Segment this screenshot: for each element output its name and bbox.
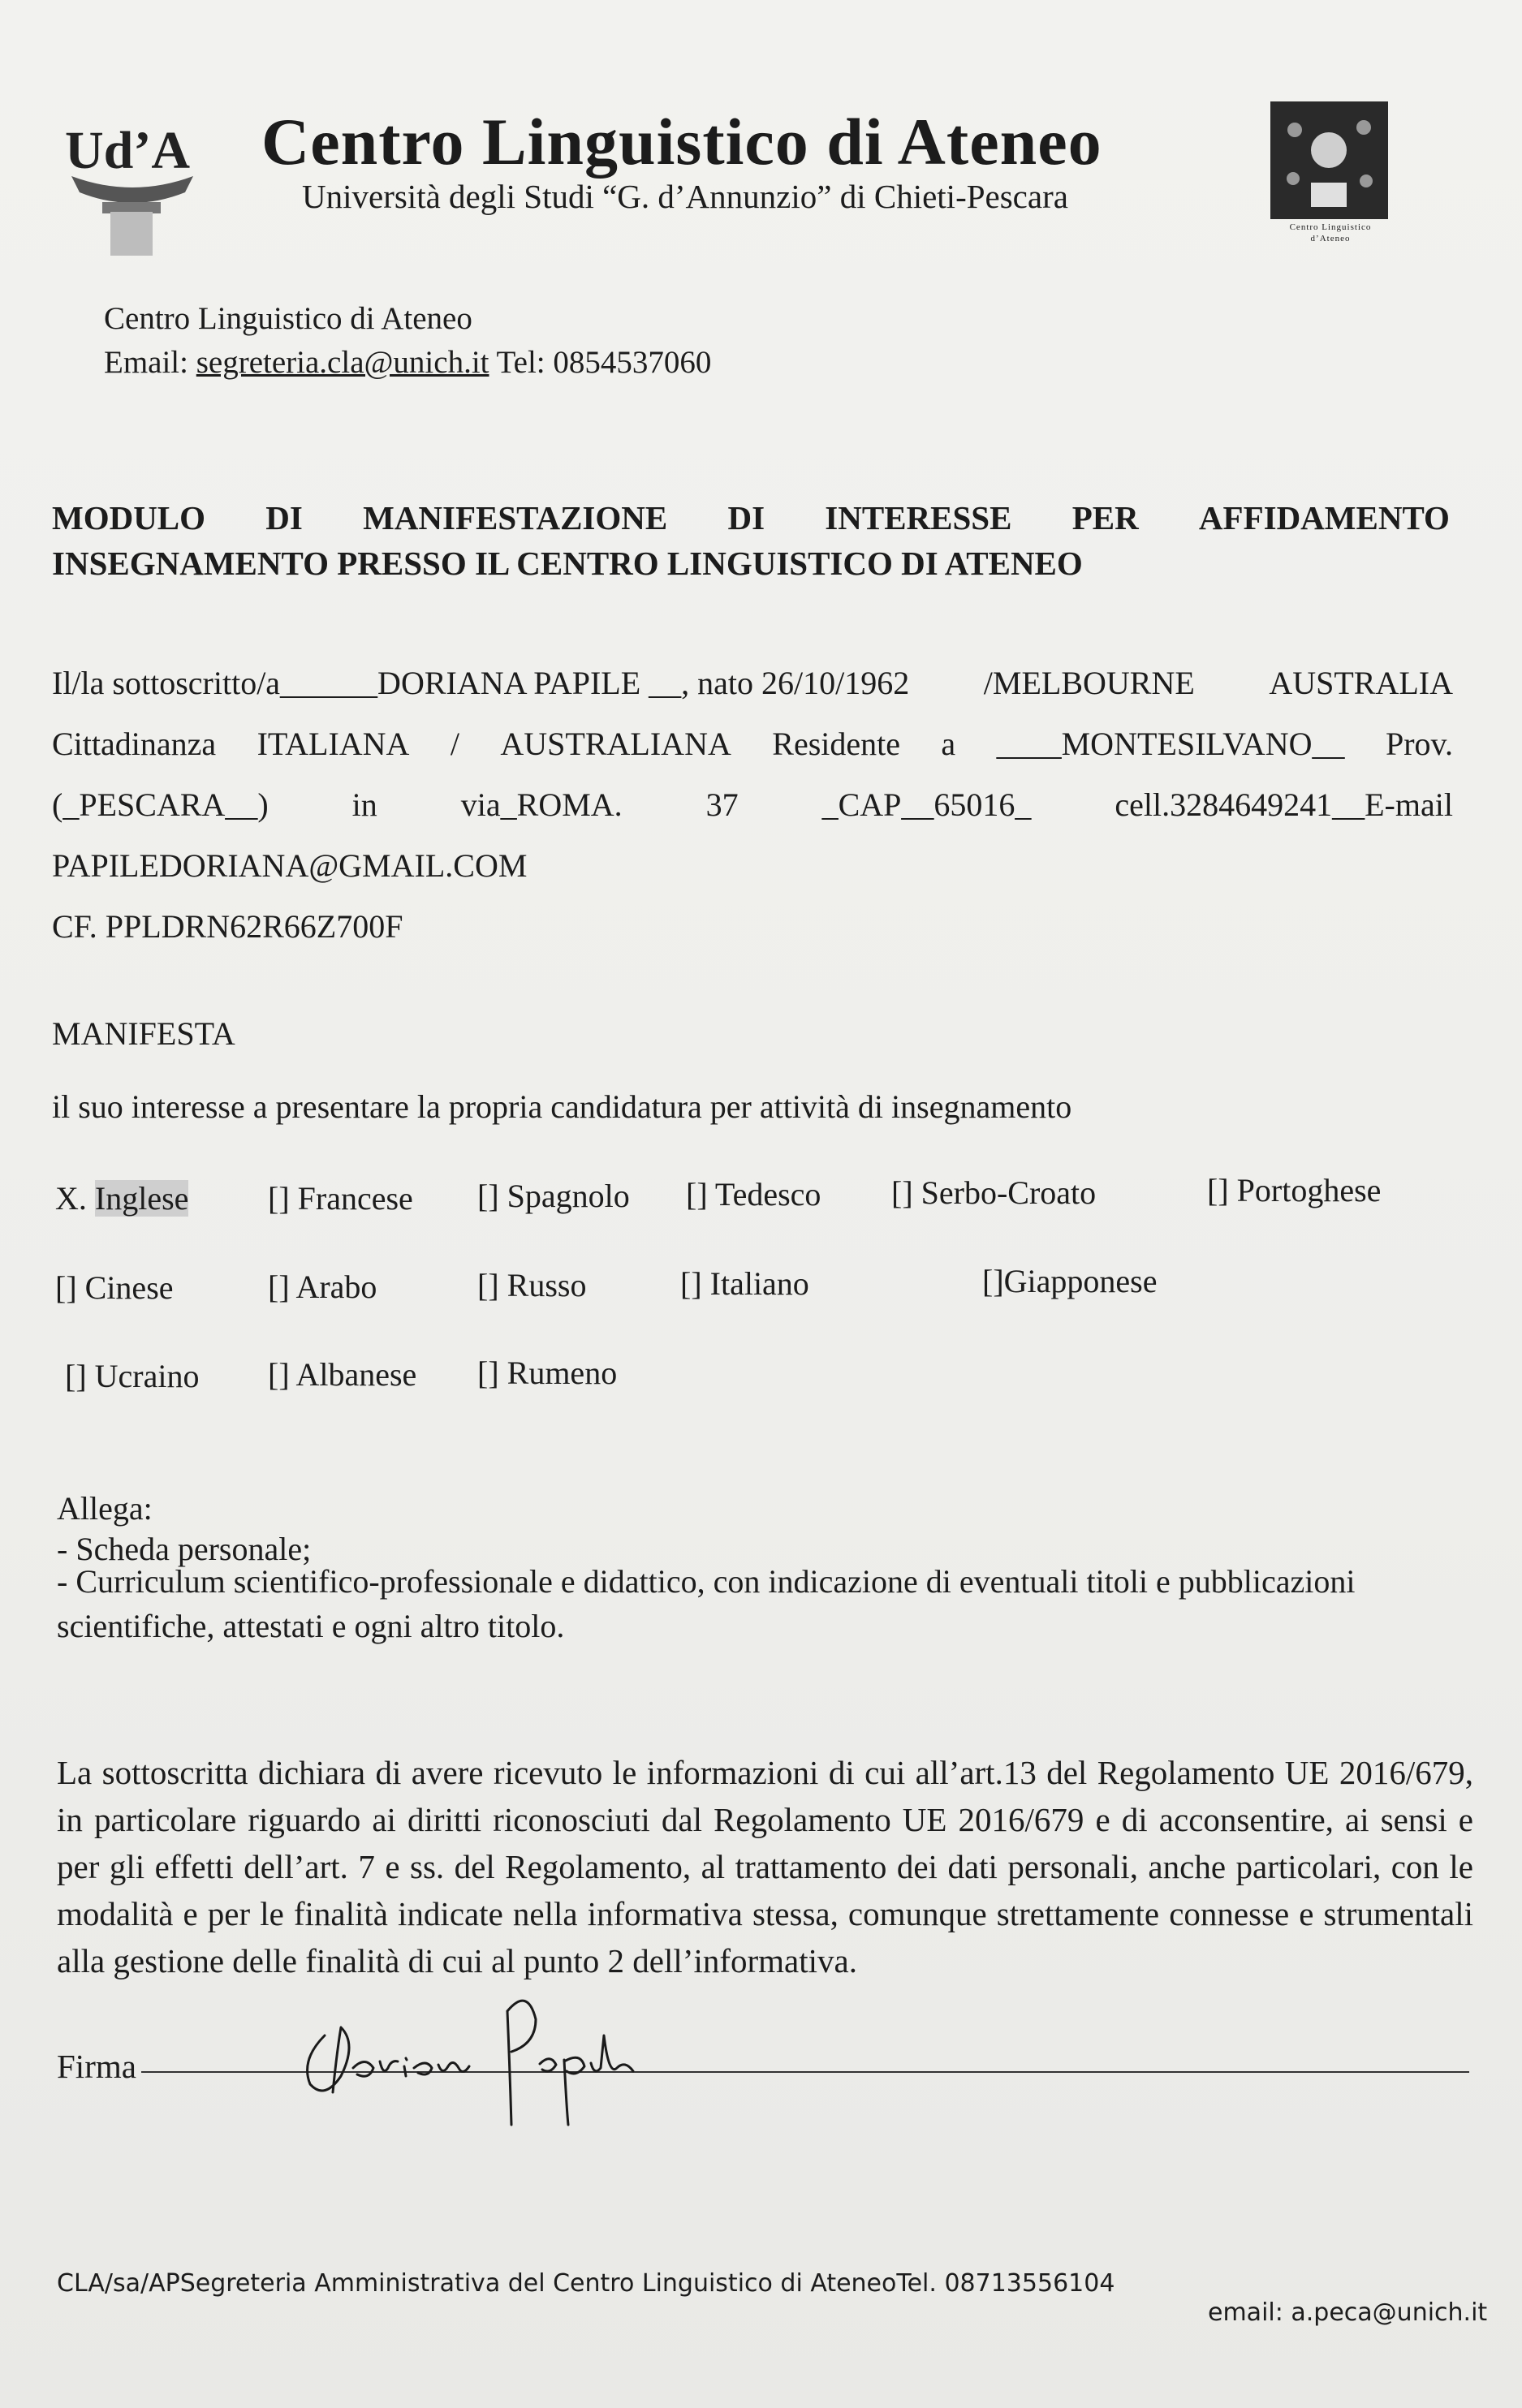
privacy-declaration: La sottoscritta dichiara di avere ricevuto le informazioni di cui all’art.13 del Regolamento UE 2016/679, in particolare riguardo ai diritti riconosciuti dal Regolamento UE 2016/679 e di acconsentire, ai sensi e per gli effetti dell’art. 7 e ss. del Regolamento, al trattamento dei dati personali, anche particolari, con le modalità e per le finalità indicate nella informativa stessa, comunque strettamente connesse e strumentali alla gestione delle finalità di cui al punto 2 dell’informativa.: [57, 1754, 1473, 1979]
language-option-albanese[interactable]: [] Albanese: [268, 1356, 417, 1393]
allega-item-curriculum-cont: scientifiche, attestati e ogni altro titolo.: [57, 1608, 565, 1644]
manifesta-text: il suo interesse a presentare la propria candidatura per attività di insegnamento: [52, 1088, 1072, 1125]
language-option-italiano[interactable]: [] Italiano: [680, 1265, 809, 1302]
allega-heading: Allega:: [57, 1490, 153, 1527]
applicant-name-line: Il/la sottoscritto/a______DORIANA PAPILE __, nato 26/10/1962 /MELBOURNE AUSTRALIA: [52, 665, 1453, 701]
language-option-arabo[interactable]: [] Arabo: [268, 1269, 377, 1305]
header-title: Centro Linguistico di Ateneo: [261, 105, 1102, 179]
signature-label: Firma: [57, 2048, 136, 2085]
footer-office: CLA/sa/APSegreteria Amministrativa del Centro Linguistico di AteneoTel. 08713556104: [57, 2269, 1115, 2298]
svg-text:Ud’A: Ud’A: [65, 121, 191, 180]
language-option-spagnolo[interactable]: [] Spagnolo: [477, 1178, 630, 1214]
cla-logo: [1270, 101, 1388, 248]
applicant-residence-line: Cittadinanza ITALIANA / AUSTRALIANA Residente a ____MONTESILVANO__ Prov.: [52, 726, 1453, 762]
language-option-inglese[interactable]: X. Inglese: [55, 1180, 189, 1217]
applicant-cf: CF. PPLDRN62R66Z700F: [52, 908, 403, 945]
university-logo: [63, 118, 201, 260]
allega-item-scheda: - Scheda personale;: [57, 1531, 312, 1567]
language-option-giapponese[interactable]: []Giapponese: [982, 1263, 1158, 1299]
language-option-portoghese[interactable]: [] Portoghese: [1207, 1172, 1382, 1208]
footer-email[interactable]: email: a.peca@unich.it: [1208, 2298, 1488, 2327]
header-subtitle: Università degli Studi “G. d’Annunzio” di Chieti-Pescara: [302, 178, 1068, 215]
contact-line: Email: segreteria.cla@unich.it Tel: 0854537060: [104, 345, 712, 380]
language-option-serbo-croato[interactable]: [] Serbo-Croato: [891, 1174, 1097, 1211]
cla-logo-caption: Centro Linguistico d’Ateneo: [1289, 222, 1372, 243]
language-option-ucraino[interactable]: [] Ucraino: [65, 1358, 200, 1394]
applicant-address-line: (_PESCARA__) in via_ROMA. 37 _CAP__65016_ cell.3284649241__E-mail: [52, 786, 1453, 823]
manifesta-heading: MANIFESTA: [52, 1015, 235, 1052]
contact-email-link[interactable]: segreteria.cla@unich.it: [196, 345, 489, 380]
contact-name: Centro Linguistico di Ateneo: [104, 301, 472, 336]
applicant-email: PAPILEDORIANA@GMAIL.COM: [52, 847, 528, 884]
language-option-rumeno[interactable]: [] Rumeno: [477, 1355, 618, 1391]
language-option-tedesco[interactable]: [] Tedesco: [686, 1176, 821, 1213]
allega-item-curriculum: - Curriculum scientifico-professionale e didattico, con indicazione di eventuali titoli e pubblicazioni: [57, 1563, 1356, 1600]
handwritten-signature: [292, 1987, 649, 2141]
form-title: MODULO DI MANIFESTAZIONE DI INTERESSE PER AFFIDAMENTO INSEGNAMENTO PRESSO IL CENTRO LINGUISTICO DI ATENEO: [52, 499, 1450, 582]
language-option-cinese[interactable]: [] Cinese: [55, 1269, 174, 1306]
language-option-russo[interactable]: [] Russo: [477, 1267, 587, 1303]
language-option-francese[interactable]: [] Francese: [268, 1180, 413, 1217]
